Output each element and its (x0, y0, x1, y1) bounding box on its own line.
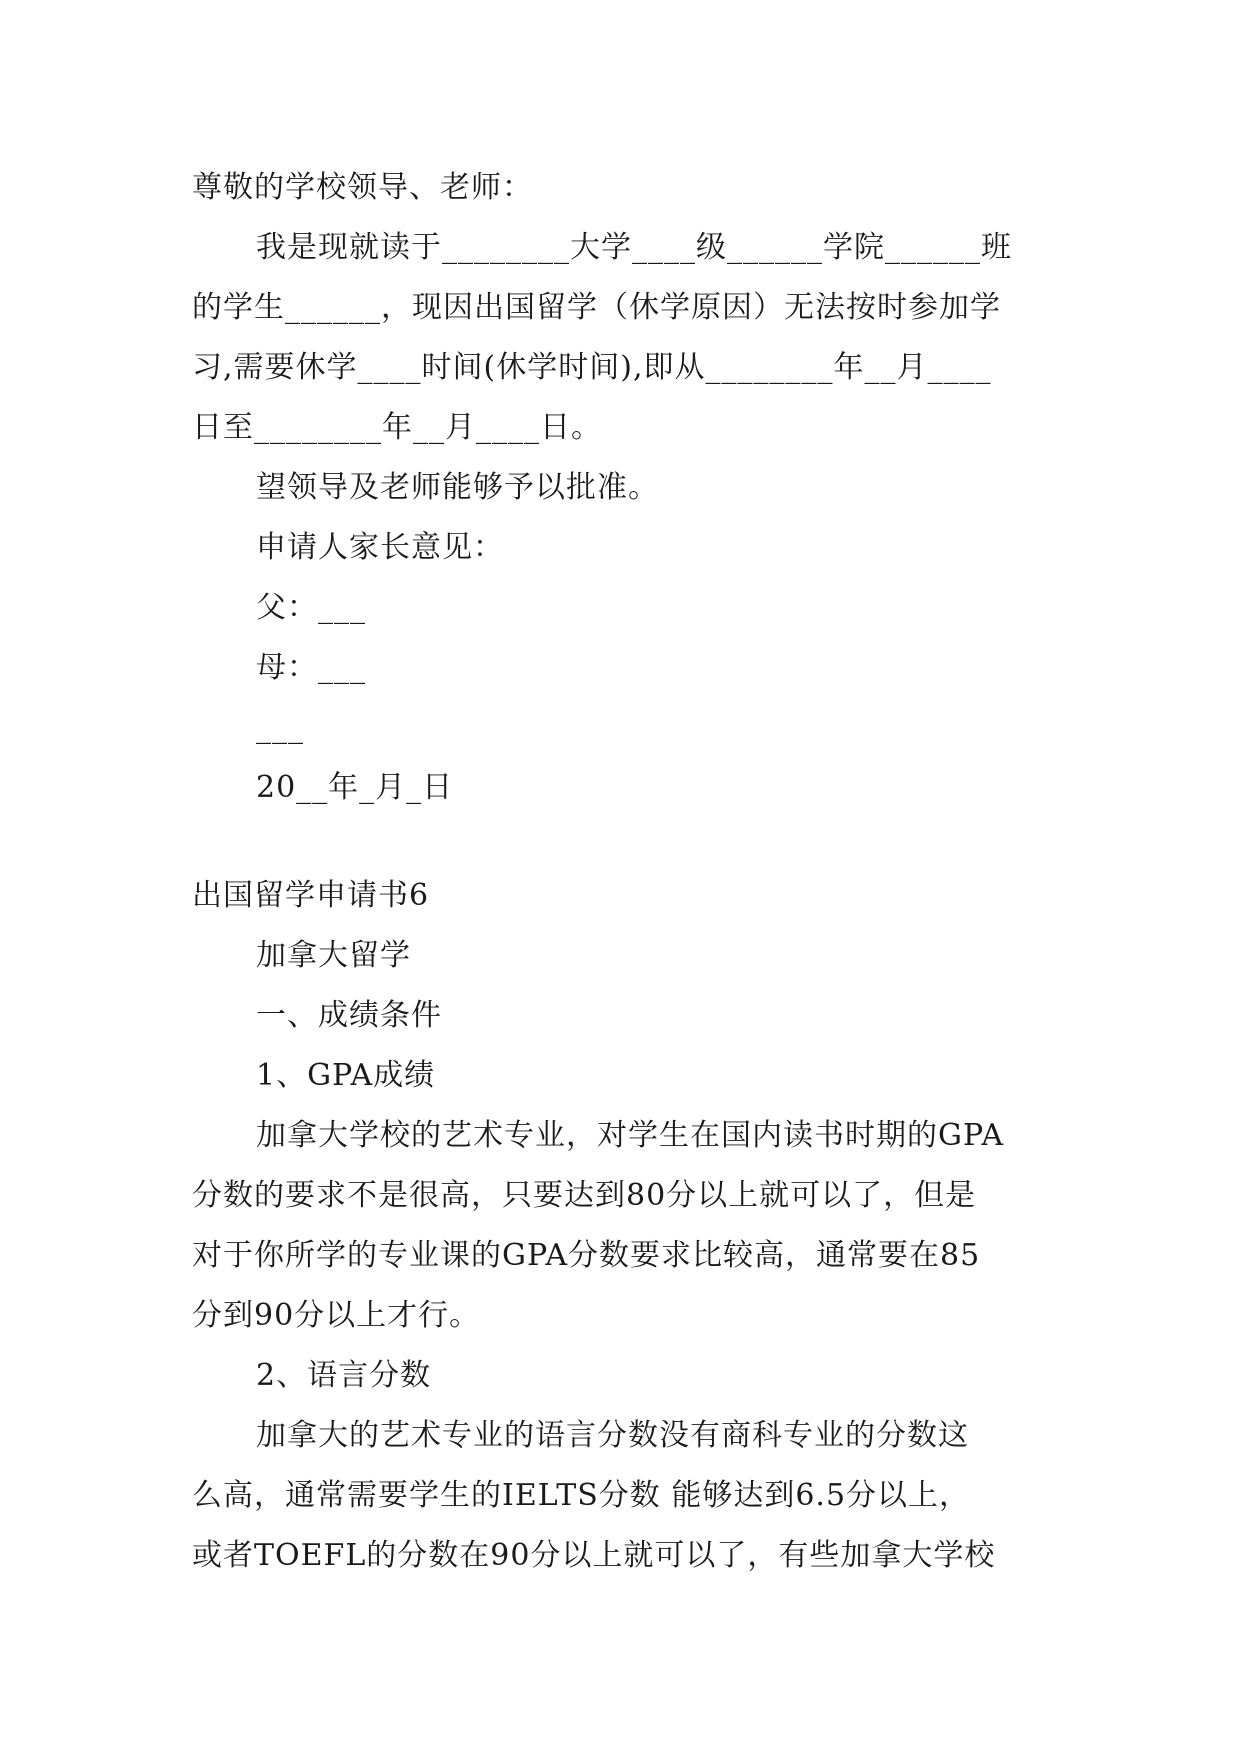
letter-body-line: 的学生______，现因出国留学（休学原因）无法按时参加学 (192, 290, 1001, 325)
date-line: 20__年_月_日 (256, 770, 454, 805)
letter-body-line: 习,需要休学____时间(休学时间),即从________年__月____ (192, 350, 992, 385)
item-paragraph-line: 对于你所学的专业课的GPA分数要求比较高，通常要在85 (192, 1238, 981, 1273)
item-title: 1、GPA成绩 (256, 1058, 436, 1093)
item-paragraph-line: 加拿大的艺术专业的语言分数没有商科专业的分数这 (256, 1418, 969, 1453)
father-signature-line: 父：___ (256, 590, 366, 625)
item-paragraph-line: 么高，通常需要学生的IELTS分数 能够达到6.5分以上， (192, 1478, 971, 1513)
blank-signature-line: ___ (256, 710, 304, 745)
item-paragraph-line: 分数的要求不是很高，只要达到80分以上就可以了，但是 (192, 1178, 977, 1213)
letter-closing: 望领导及老师能够予以批准。 (256, 470, 659, 505)
item-paragraph-line: 加拿大学校的艺术专业，对学生在国内读书时期的GPA (256, 1118, 1005, 1153)
section-title: 出国留学申请书6 (192, 878, 430, 913)
mother-signature-line: 母：___ (256, 650, 366, 685)
item-paragraph-line: 或者TOEFL的分数在90分以上就可以了，有些加拿大学校 (192, 1538, 996, 1573)
item-paragraph-line: 分到90分以上才行。 (192, 1298, 481, 1333)
parent-opinion-label: 申请人家长意见： (256, 530, 504, 565)
letter-body-line: 我是现就读于________大学____级______学院______班 (256, 230, 1012, 265)
section-heading: 一、成绩条件 (256, 998, 442, 1033)
letter-salutation: 尊敬的学校领导、老师： (192, 170, 533, 205)
letter-body-line: 日至________年__月____日。 (192, 410, 602, 445)
item-title: 2、语言分数 (256, 1358, 432, 1393)
section-subtitle: 加拿大留学 (256, 938, 411, 973)
